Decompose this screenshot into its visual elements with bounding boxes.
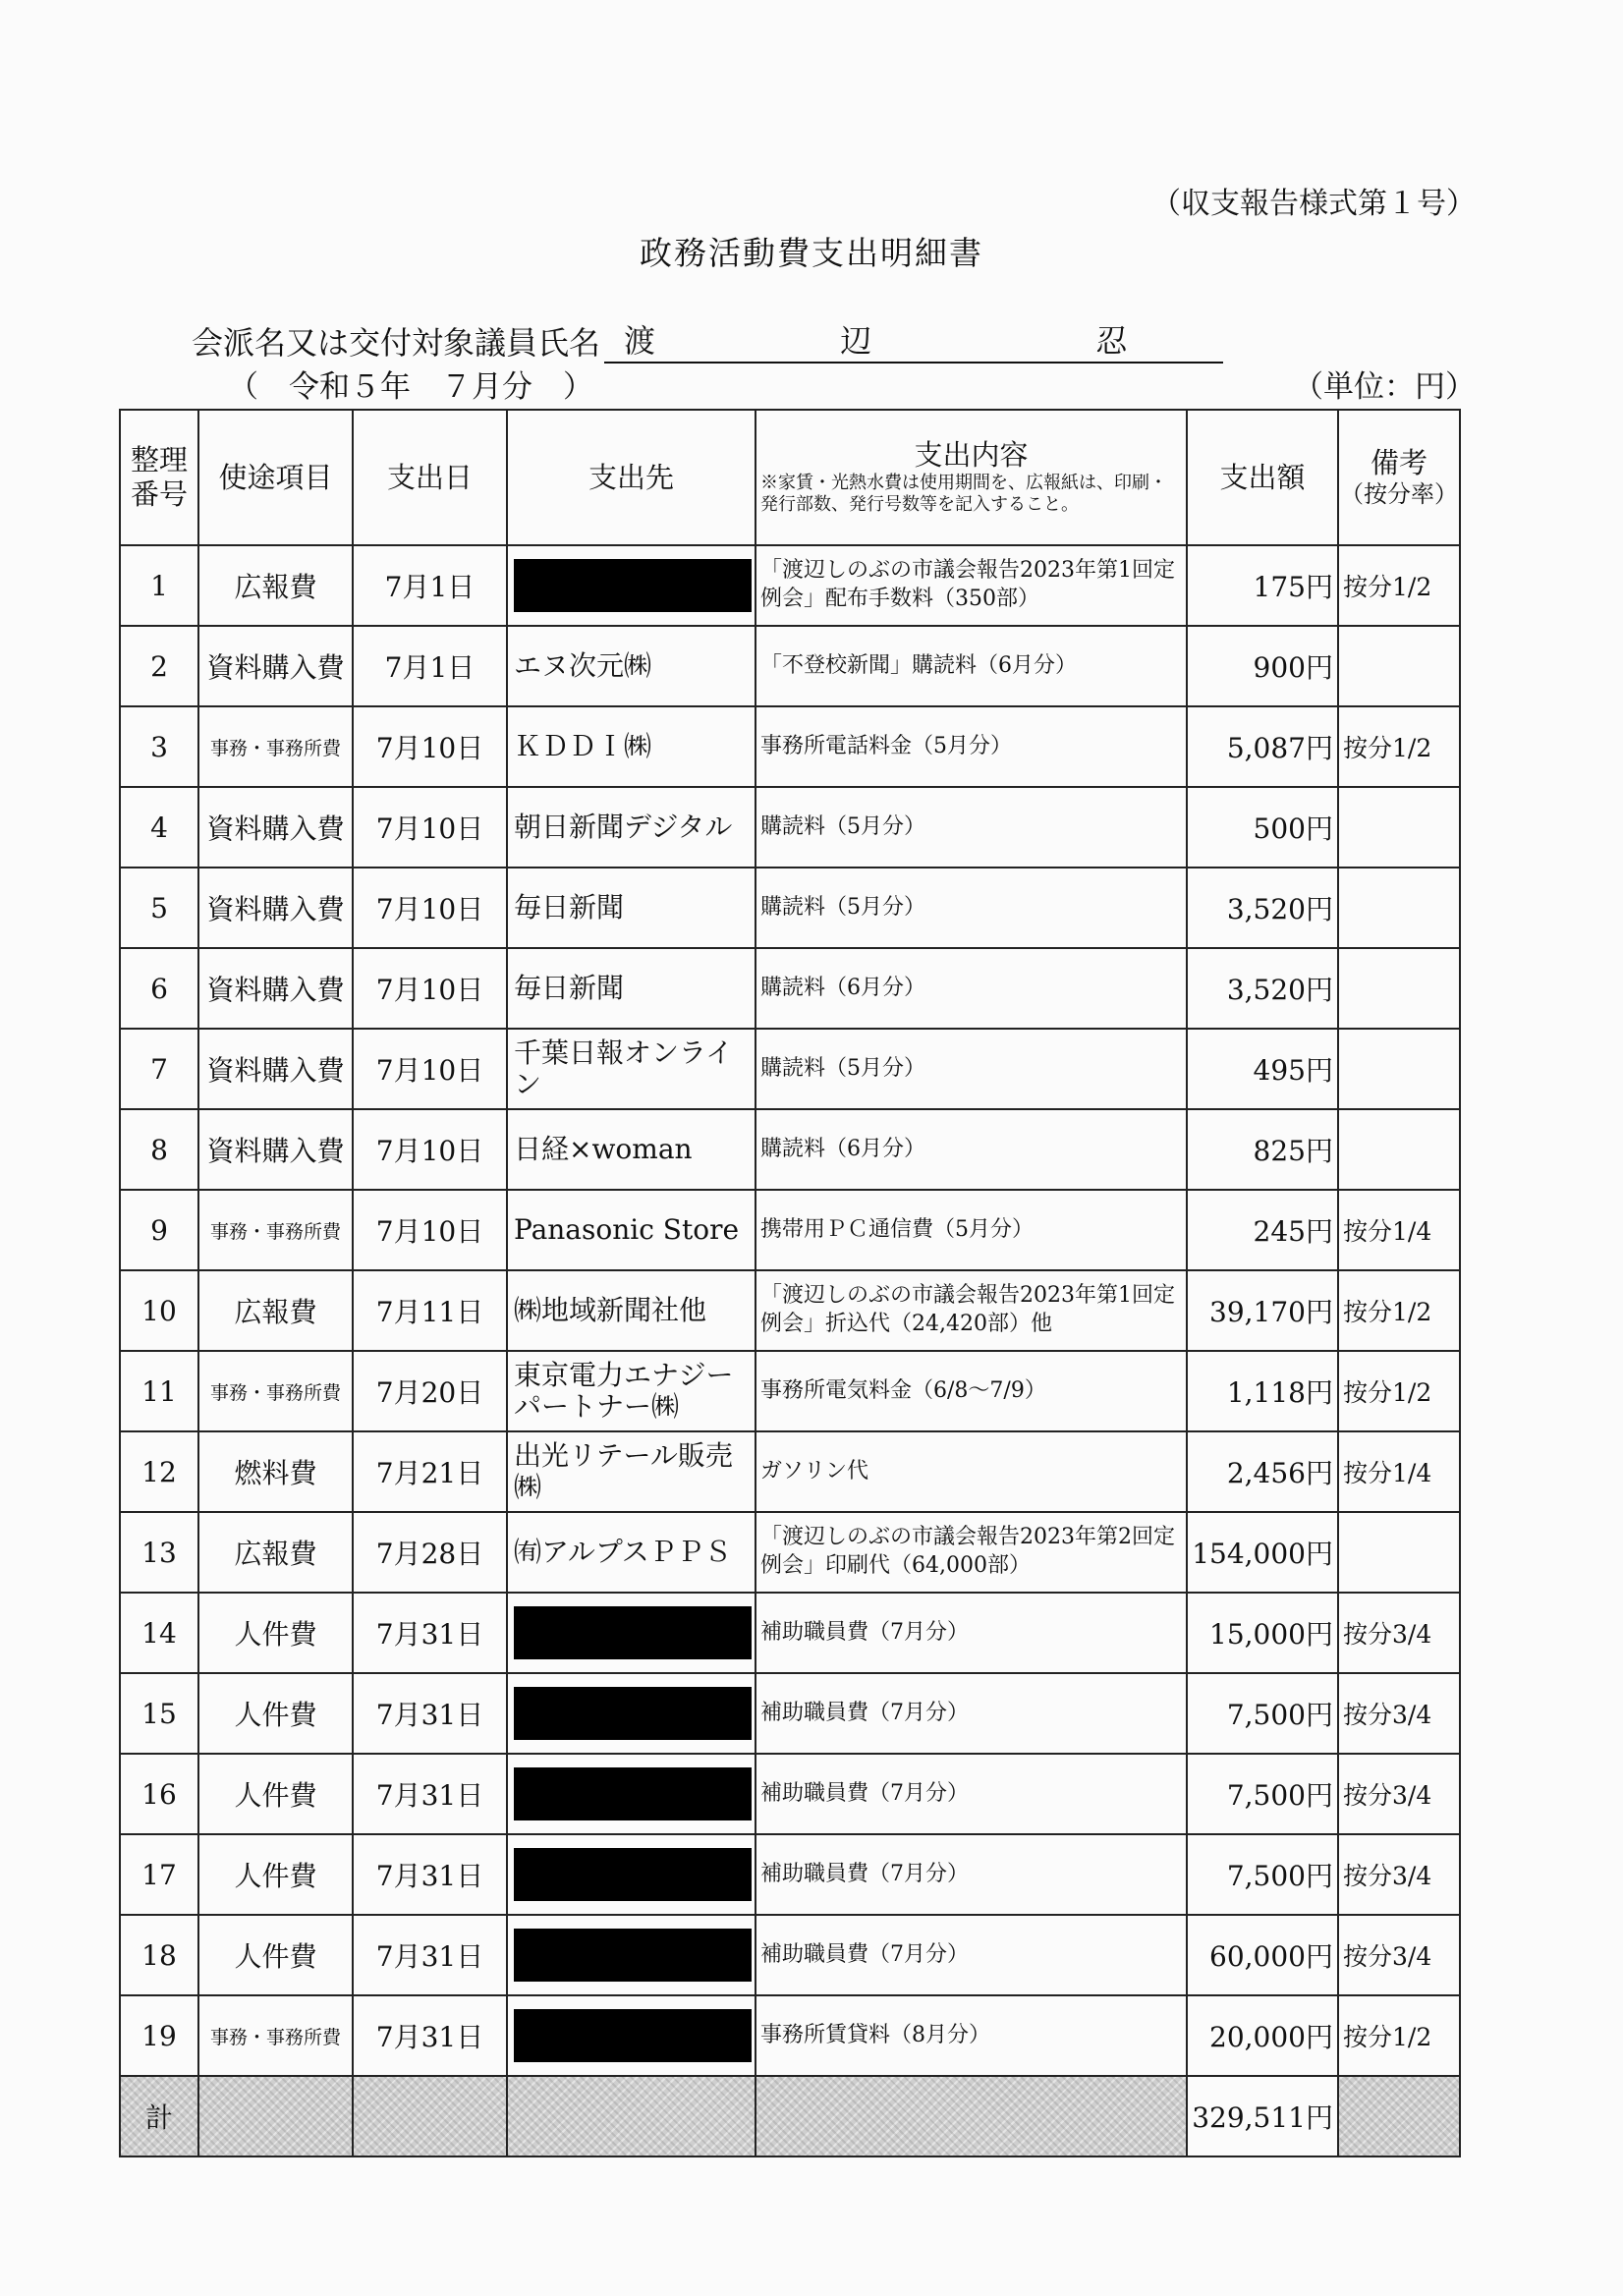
table-row <box>120 1431 1460 1512</box>
member-name-line <box>192 316 1223 364</box>
row-note: 按分1/2 <box>1338 1270 1460 1351</box>
row-amount: 7,500円 <box>1187 1834 1338 1915</box>
col-header-payee: 支出先 <box>507 410 756 545</box>
row-payee: 朝日新聞デジタル <box>507 787 756 868</box>
redaction-block <box>514 1767 752 1820</box>
row-payee <box>507 1995 756 2076</box>
row-category: 広報費 <box>198 545 353 626</box>
row-number: 2 <box>120 626 198 706</box>
row-payee: 出光リテール販売㈱ <box>507 1431 756 1512</box>
row-number: 11 <box>120 1351 198 1431</box>
row-note: 按分3/4 <box>1338 1593 1460 1673</box>
row-date: 7月31日 <box>353 1915 507 1995</box>
reporting-period: （ 令和５年 ７月分 ） <box>228 369 593 405</box>
row-description: 「不登校新聞」購読料（6月分） <box>756 626 1187 706</box>
row-note: 按分1/4 <box>1338 1431 1460 1512</box>
row-date: 7月11日 <box>353 1270 507 1351</box>
row-amount: 500円 <box>1187 787 1338 868</box>
col-header-notes-sub: （按分率） <box>1340 480 1458 508</box>
member-name-char: 辺 <box>840 322 872 360</box>
table-row <box>120 948 1460 1029</box>
row-payee: Panasonic Store <box>507 1190 756 1270</box>
row-number: 9 <box>120 1190 198 1270</box>
row-payee: 毎日新聞 <box>507 868 756 948</box>
row-number: 5 <box>120 868 198 948</box>
col-header-notes <box>1338 410 1460 545</box>
total-blank-cell <box>756 2076 1187 2156</box>
row-date: 7月10日 <box>353 787 507 868</box>
row-description: 「渡辺しのぶの市議会報告2023年第1回定例会」配布手数料（350部） <box>756 545 1187 626</box>
table-row <box>120 1512 1460 1593</box>
row-amount: 2,456円 <box>1187 1431 1338 1512</box>
table-row <box>120 1995 1460 2076</box>
row-payee: ㈱地域新聞社他 <box>507 1270 756 1351</box>
total-blank-cell <box>1338 2076 1460 2156</box>
row-category: 人件費 <box>198 1673 353 1754</box>
row-description: 「渡辺しのぶの市議会報告2023年第1回定例会」折込代（24,420部）他 <box>756 1270 1187 1351</box>
row-note: 按分1/2 <box>1338 1351 1460 1431</box>
table-row <box>120 1109 1460 1190</box>
row-note <box>1338 1109 1460 1190</box>
row-date: 7月10日 <box>353 868 507 948</box>
row-number: 8 <box>120 1109 198 1190</box>
row-description: 購読料（5月分） <box>756 868 1187 948</box>
row-note <box>1338 1512 1460 1593</box>
col-header-description-title: 支出内容 <box>914 438 1029 473</box>
row-payee: ㈲アルプスＰＰＳ <box>507 1512 756 1593</box>
row-number: 15 <box>120 1673 198 1754</box>
row-category: 資料購入費 <box>198 868 353 948</box>
col-header-number: 整理 番号 <box>120 410 198 545</box>
row-date: 7月1日 <box>353 626 507 706</box>
row-note: 按分3/4 <box>1338 1915 1460 1995</box>
row-number: 19 <box>120 1995 198 2076</box>
row-category: 広報費 <box>198 1512 353 1593</box>
row-date: 7月10日 <box>353 1190 507 1270</box>
row-category: 人件費 <box>198 1915 353 1995</box>
table-row <box>120 626 1460 706</box>
row-date: 7月10日 <box>353 1029 507 1109</box>
total-amount: 329,511円 <box>1187 2076 1338 2156</box>
row-note: 按分1/2 <box>1338 706 1460 787</box>
row-note <box>1338 787 1460 868</box>
document-title: 政務活動費支出明細書 <box>640 234 983 272</box>
row-date: 7月20日 <box>353 1351 507 1431</box>
row-payee <box>507 1754 756 1834</box>
row-note: 按分3/4 <box>1338 1754 1460 1834</box>
row-payee <box>507 1673 756 1754</box>
col-header-notes-title: 備考 <box>1370 446 1427 480</box>
row-date: 7月31日 <box>353 1834 507 1915</box>
row-number: 18 <box>120 1915 198 1995</box>
total-blank-cell <box>507 2076 756 2156</box>
row-note <box>1338 626 1460 706</box>
total-blank-cell <box>353 2076 507 2156</box>
row-category: 資料購入費 <box>198 1029 353 1109</box>
row-category: 資料購入費 <box>198 626 353 706</box>
row-date: 7月10日 <box>353 1109 507 1190</box>
row-note <box>1338 948 1460 1029</box>
row-category: 事務・事務所費 <box>198 1351 353 1431</box>
table-row <box>120 1915 1460 1995</box>
row-amount: 175円 <box>1187 545 1338 626</box>
row-payee: 毎日新聞 <box>507 948 756 1029</box>
row-description: 購読料（5月分） <box>756 787 1187 868</box>
table-row <box>120 1834 1460 1915</box>
row-date: 7月28日 <box>353 1512 507 1593</box>
table-row <box>120 787 1460 868</box>
row-number: 12 <box>120 1431 198 1512</box>
row-description: 購読料（6月分） <box>756 1109 1187 1190</box>
row-amount: 3,520円 <box>1187 868 1338 948</box>
row-description: 購読料（5月分） <box>756 1029 1187 1109</box>
row-category: 人件費 <box>198 1593 353 1673</box>
col-header-category: 使途項目 <box>198 410 353 545</box>
expense-table <box>119 409 1461 2157</box>
row-date: 7月31日 <box>353 1673 507 1754</box>
row-number: 16 <box>120 1754 198 1834</box>
row-date: 7月10日 <box>353 948 507 1029</box>
row-note: 按分1/2 <box>1338 545 1460 626</box>
redaction-block <box>514 559 752 612</box>
form-number: （収支報告様式第１号） <box>1151 187 1476 221</box>
redaction-block <box>514 1929 752 1982</box>
row-category: 資料購入費 <box>198 787 353 868</box>
row-number: 3 <box>120 706 198 787</box>
redaction-block <box>514 1606 752 1659</box>
table-header-row <box>120 410 1460 545</box>
row-number: 17 <box>120 1834 198 1915</box>
row-amount: 39,170円 <box>1187 1270 1338 1351</box>
row-description: 「渡辺しのぶの市議会報告2023年第2回定例会」印刷代（64,000部） <box>756 1512 1187 1593</box>
table-row <box>120 1673 1460 1754</box>
row-date: 7月10日 <box>353 706 507 787</box>
col-header-date: 支出日 <box>353 410 507 545</box>
row-note: 按分1/4 <box>1338 1190 1460 1270</box>
row-description: 事務所賃貸料（8月分） <box>756 1995 1187 2076</box>
total-label: 計 <box>120 2076 198 2156</box>
row-date: 7月1日 <box>353 545 507 626</box>
row-category: 事務・事務所費 <box>198 706 353 787</box>
row-description: 補助職員費（7月分） <box>756 1673 1187 1754</box>
row-category: 人件費 <box>198 1754 353 1834</box>
row-note: 按分3/4 <box>1338 1834 1460 1915</box>
row-amount: 3,520円 <box>1187 948 1338 1029</box>
redaction-block <box>514 2009 752 2062</box>
row-description: 購読料（6月分） <box>756 948 1187 1029</box>
member-name-label: 会派名又は交付対象議員氏名 <box>192 324 601 362</box>
member-name-char: 渡 <box>624 322 656 360</box>
row-number: 13 <box>120 1512 198 1593</box>
row-number: 1 <box>120 545 198 626</box>
row-amount: 495円 <box>1187 1029 1338 1109</box>
member-name-char: 忍 <box>1095 322 1128 360</box>
col-header-description <box>756 410 1187 545</box>
table-row <box>120 1351 1460 1431</box>
row-note: 按分3/4 <box>1338 1673 1460 1754</box>
row-number: 14 <box>120 1593 198 1673</box>
total-blank-cell <box>198 2076 353 2156</box>
row-category: 広報費 <box>198 1270 353 1351</box>
row-description: ガソリン代 <box>756 1431 1187 1512</box>
redaction-block <box>514 1848 752 1901</box>
table-row <box>120 1029 1460 1109</box>
row-date: 7月21日 <box>353 1431 507 1512</box>
row-description: 事務所電気料金（6/8～7/9） <box>756 1351 1187 1431</box>
row-amount: 245円 <box>1187 1190 1338 1270</box>
row-number: 7 <box>120 1029 198 1109</box>
row-number: 6 <box>120 948 198 1029</box>
row-amount: 825円 <box>1187 1109 1338 1190</box>
member-name-value <box>604 316 1223 364</box>
row-amount: 20,000円 <box>1187 1995 1338 2076</box>
row-date: 7月31日 <box>353 1754 507 1834</box>
row-note: 按分1/2 <box>1338 1995 1460 2076</box>
row-payee <box>507 545 756 626</box>
table-row <box>120 545 1460 626</box>
row-number: 10 <box>120 1270 198 1351</box>
row-payee <box>507 1915 756 1995</box>
row-note <box>1338 1029 1460 1109</box>
row-description: 事務所電話料金（5月分） <box>756 706 1187 787</box>
row-amount: 154,000円 <box>1187 1512 1338 1593</box>
row-note <box>1338 868 1460 948</box>
row-amount: 15,000円 <box>1187 1593 1338 1673</box>
row-amount: 5,087円 <box>1187 706 1338 787</box>
row-amount: 900円 <box>1187 626 1338 706</box>
row-number: 4 <box>120 787 198 868</box>
row-payee: エヌ次元㈱ <box>507 626 756 706</box>
row-payee: 日経×woman <box>507 1109 756 1190</box>
redaction-block <box>514 1687 752 1740</box>
table-row <box>120 1754 1460 1834</box>
row-category: 資料購入費 <box>198 1109 353 1190</box>
row-payee: 東京電力エナジーパートナー㈱ <box>507 1351 756 1431</box>
row-date: 7月31日 <box>353 1593 507 1673</box>
table-row <box>120 868 1460 948</box>
row-description: 補助職員費（7月分） <box>756 1915 1187 1995</box>
row-payee: 千葉日報オンライン <box>507 1029 756 1109</box>
table-row <box>120 1190 1460 1270</box>
row-category: 事務・事務所費 <box>198 1995 353 2076</box>
row-amount: 1,118円 <box>1187 1351 1338 1431</box>
row-description: 携帯用ＰＣ通信費（5月分） <box>756 1190 1187 1270</box>
unit-label: （単位：円） <box>1293 369 1476 405</box>
row-category: 事務・事務所費 <box>198 1190 353 1270</box>
row-category: 燃料費 <box>198 1431 353 1512</box>
row-amount: 7,500円 <box>1187 1673 1338 1754</box>
table-row <box>120 706 1460 787</box>
row-description: 補助職員費（7月分） <box>756 1593 1187 1673</box>
total-row <box>120 2076 1460 2156</box>
row-category: 資料購入費 <box>198 948 353 1029</box>
row-amount: 7,500円 <box>1187 1754 1338 1834</box>
row-date: 7月31日 <box>353 1995 507 2076</box>
col-header-description-note: ※家賃・光熱水費は使用期間を、広報紙は、印刷・発行部数、発行号数等を記入すること。 <box>760 472 1167 516</box>
row-description: 補助職員費（7月分） <box>756 1754 1187 1834</box>
row-description: 補助職員費（7月分） <box>756 1834 1187 1915</box>
row-payee <box>507 1834 756 1915</box>
row-payee <box>507 1593 756 1673</box>
table-row <box>120 1270 1460 1351</box>
table-row <box>120 1593 1460 1673</box>
row-amount: 60,000円 <box>1187 1915 1338 1995</box>
row-payee: ＫＤＤＩ㈱ <box>507 706 756 787</box>
col-header-amount: 支出額 <box>1187 410 1338 545</box>
row-category: 人件費 <box>198 1834 353 1915</box>
